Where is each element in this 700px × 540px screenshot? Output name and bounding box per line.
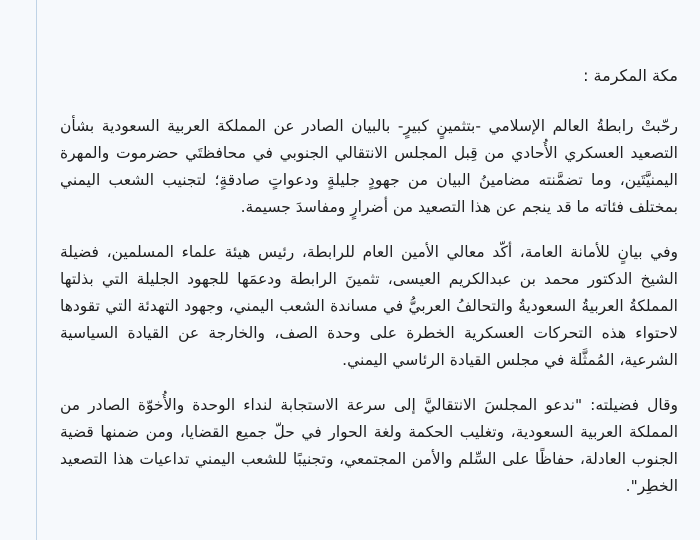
paragraph-statement: وفي بيانٍ للأمانة العامة، أكّد معالي الأمين العام للرابطة، رئيس هيئة علماء المسلمين، فضيلة الشيخ الدكتور محمد بن عبدالكريم العيسى، تثمينَ الرابطة ودعمَها للجهود الجليلة التي بذلتها المملكةُ العربيةُ السعوديةُ والتحالفُ العربيُّ في مساندة الشعب اليمني، وجهود التهدئة التي تقودها لاحتواء هذه التحركات العسكرية الخطرة على وحدة الصف، والخارجة عن القيادة السياسية الشرعية، المُمثَّلة في مجلس القيادة الرئاسي اليمني. xyxy=(60,243,678,369)
dateline: مكة المكرمة : xyxy=(583,66,678,85)
paragraph-quote: وقال فضيلته: "ندعو المجلسَ الانتقاليَّ إلى سرعة الاستجابة لنداء الوحدة والأُخوّة الصادر من المملكة العربية السعودية، وتغليب الحكمة ولغة الحوار في حلّ جميع القضايا، ومن ضمنها قضية الجنوب العادلة، حفاظًا على السِّلم والأمن المجتمعي، وتجنيبًا للشعب اليمني تداعيات هذا التصعيد الخطِر". xyxy=(60,396,678,495)
page-margin-line xyxy=(36,0,37,540)
paragraph-intro: رحّبتْ رابطةُ العالم الإسلامي -بتثمينٍ كبيرٍ- بالبيان الصادر عن المملكة العربية السعودية بشأن التصعيد العسكري الأُحادي من قِبل المجلس الانتقالي الجنوبي في محافظتَي حضرموت والمهرة اليمنيَّتَين، وما تضمَّنته مضامينُ البيان من جهودٍ جليلةٍ ودعواتٍ صادقةٍ؛ لتجنيب الشعب اليمني بمختلف فئاته ما قد ينجم عن هذا التصعيد من أضرارٍ ومفاسدَ جسيمة. xyxy=(60,117,678,216)
article-body xyxy=(60,62,678,518)
